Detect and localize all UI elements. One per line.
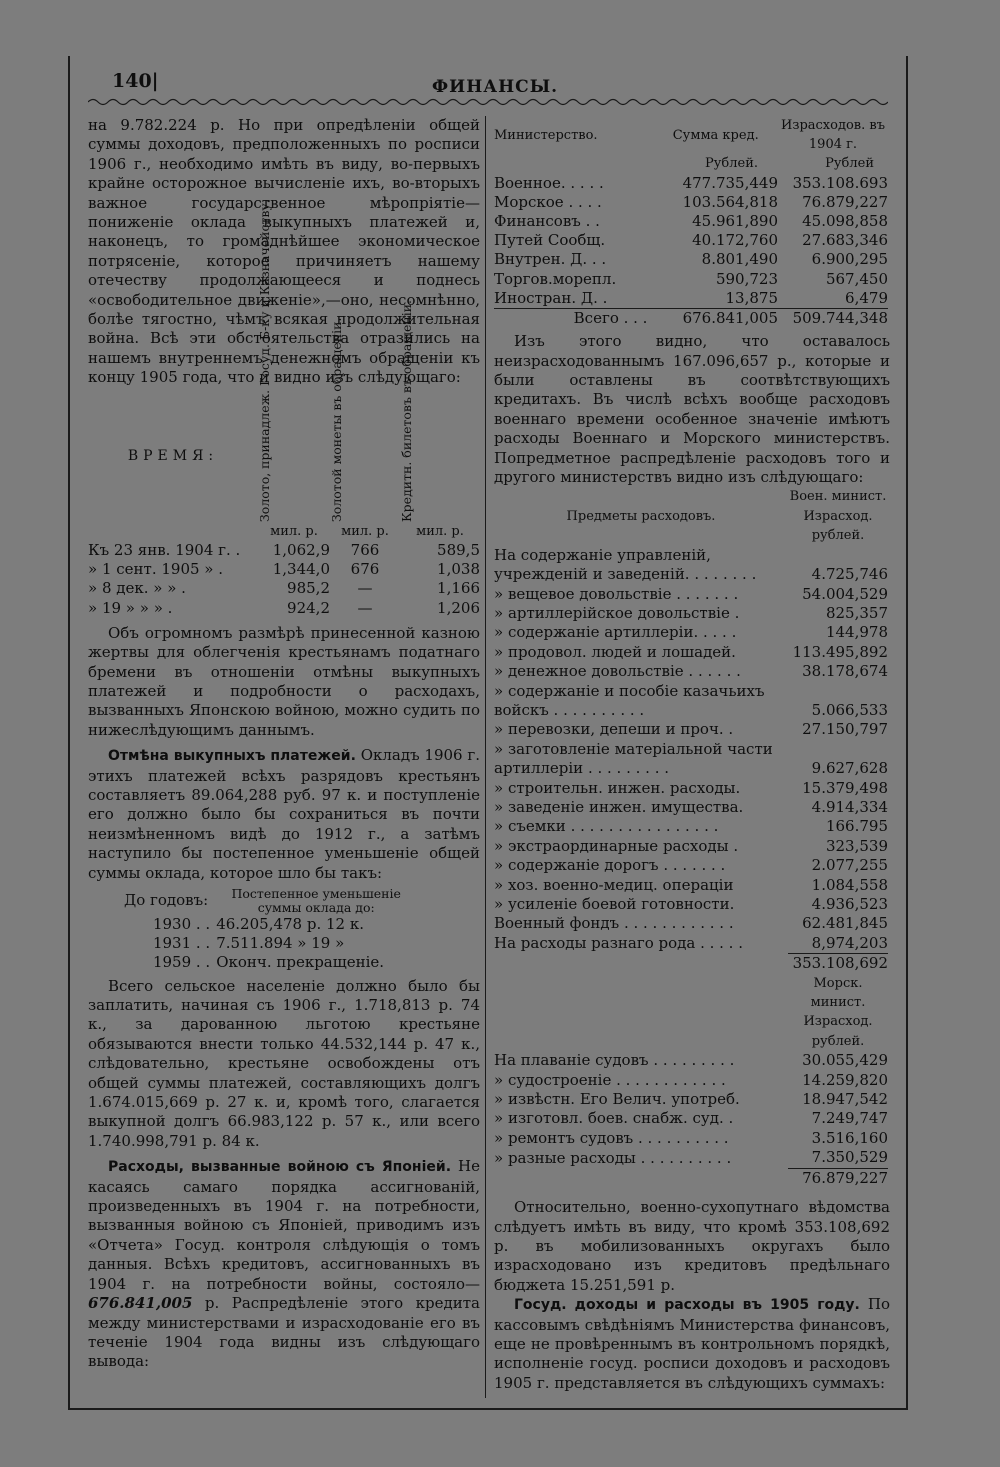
heading-war-expenses: Расходы, вызванные войною съ Японіей. [108, 1159, 452, 1176]
wavy-rule [88, 97, 888, 107]
column-divider [485, 116, 486, 1398]
table-row: Къ 23 янв. 1904 г. . 1,062,9 766 589,5 [88, 540, 480, 559]
gold-col-2-header: Золотой монеты въ обращеніи. [329, 317, 344, 522]
left-para-2: Объ огромномъ размѣрѣ принесенной казною жертвы для облегченія крестьянамъ податнаго бремени въ отношеніи отмѣны выкупныхъ платежей и подробности о расходахъ, вызванныхъ Японскою войною, можно судить по нижеслѣдующимъ даннымъ. [88, 623, 480, 739]
table-row: » заведеніе инжен. имущества. 4.914,334 [494, 797, 888, 816]
army-col-head: Воен. минист. Израсход. рублей. [789, 489, 887, 544]
table-row: » денежное довольствіе . . . . . . 38.178,674 [494, 662, 888, 681]
table-row: » изготовл. боев. снабж. суд. . 7.249,747 [494, 1109, 888, 1128]
table-row: » содержаніе и пособіе казачьихъ войскъ . . . . . . . . . . 5.066,533 [494, 681, 888, 719]
table-row: » артиллерійское довольствіе . 825,357 [494, 603, 888, 622]
reduction-col-amount: Постепенное уменьшеніе суммы оклада до: [231, 885, 401, 915]
time-label: ВРЕМЯ: [127, 448, 219, 465]
navy-total-row: 76.879,227 [494, 1168, 888, 1188]
col-spent: Израсходов. въ 1904 г. [781, 118, 885, 153]
table-row: » ремонтъ судовъ . . . . . . . . . . 3.516,160 [494, 1128, 888, 1147]
table-row: » извѣстн. Его Велич. употреб. 18.947,542 [494, 1090, 888, 1109]
table-row: » 1 сент. 1905 » . 1,344,0 676 1,038 [88, 560, 480, 579]
reduction-col-year: До годовъ: [124, 891, 209, 910]
reduction-table [124, 887, 416, 973]
table-row: Путей Сообщ. 40.172,760 27.683,346 [494, 231, 888, 250]
heading-redemption: Отмѣна выкупныхъ платежей. [108, 748, 356, 765]
table-row: Морское . . . . 103.564,818 76.879,227 [494, 192, 888, 211]
left-para-3: Отмѣна выкупныхъ платежей. Окладъ 1906 г. этихъ платежей всѣхъ разрядовъ крестьянъ составляетъ 89.064,288 руб. 97 к. и поступленіе его должно было бы сохраниться въ почти неизмѣненномъ видѣ до 1912 г., а затѣмъ наступило бы постепенное уменьшеніе общей суммы оклада, которое шло бы такъ: [88, 746, 480, 882]
total-row: Всего . . . 676.841,005 509.744,348 [494, 309, 888, 329]
table-row: » вещевое довольствіе . . . . . . . 54.004,529 [494, 584, 888, 603]
army-expenses-table [494, 487, 888, 1188]
table-row: » хоз. военно-медиц. операціи 1.084,558 [494, 875, 888, 894]
table-row: » заготовленіе матеріальной части артиллеріи . . . . . . . . . 9.627,628 [494, 739, 888, 778]
table-row: Военное. . . . . 477.735,449 353.108.693 [494, 173, 888, 192]
table-row: 1930 . . 46.205,478 р. 12 к. [152, 914, 364, 933]
table-row: » содержаніе дорогъ . . . . . . . 2.077,255 [494, 856, 888, 875]
table-row: » перевозки, депеши и проч. . 27.150,797 [494, 720, 888, 739]
right-para-3: Госуд. доходы и расходы въ 1905 году. По кассовымъ свѣдѣніямъ Министерства финансовъ, еще не провѣреннымъ въ контрольномъ порядкѣ, исполненіе госуд. росписи доходовъ и расходовъ 1905 г. представляется въ слѣдующихъ суммахъ: [494, 1295, 890, 1392]
table-row: Финансовъ . . 45.961,890 45.098,858 [494, 212, 888, 231]
left-column [88, 116, 480, 1372]
table-row: 1931 . . 7.511.894 » 19 » [152, 934, 345, 953]
right-column [494, 116, 890, 1393]
unit-2: мил. р. [341, 523, 389, 539]
unit-3: мил. р. [416, 523, 464, 539]
war-credit-amount: 676.841,005 [88, 1294, 193, 1313]
heading-1905: Госуд. доходы и расходы въ 1905 году. [514, 1297, 860, 1314]
left-para-5: Расходы, вызванные войною съ Японіей. Не касаясь самаго порядка ассигнованій, произведенныхъ въ 1904 г. на потребности, вызванныя войною съ Японіей, приводимъ изъ «Отчета» Госуд. контроля слѣдующія о томъ данныя. Всѣхъ кредитовъ, ассигнованныхъ въ 1904 г. на потребности войны, состояло—676.841,005 р. Распредѣленіе этого кредита между министерствами и израсходованіе его въ теченіе 1904 года видны изъ слѣдующаго вывода: [88, 1157, 480, 1371]
army-total-row: 353.108,692 [494, 954, 888, 974]
table-row: » усиленіе боевой готовности. 4.936,523 [494, 895, 888, 914]
table-row: Иностран. Д. . 13,875 6,479 [494, 288, 888, 307]
left-para-4: Всего сельское населеніе должно было бы заплатить, начиная съ 1906 г., 1.718,813 р. 74 к., за дарованною льготою крестьяне обязываются внести только 44.532,144 р. 47 к., слѣдовательно, крестьяне освобождены отъ общей суммы платежей, составляющихъ долгъ 1.674.015,669 р. 27 к. и, кромѣ того, слагается выкупной долгъ 66.983,122 р. 57 к., или всего 1.740.998,791 р. 84 к. [88, 976, 480, 1150]
table-row: На содержаніе управленій, учрежденій и заведеній. . . . . . . . 4.725,746 [494, 545, 888, 584]
table-row: 1959 . . Оконч. прекращеніе. [152, 953, 385, 972]
table-row: » 8 дек. » » . 985,2 — 1,166 [88, 579, 480, 598]
ministries-table [494, 116, 888, 328]
gold-col-3-header: Кредитн. билетовъ въ обращеніи. [399, 299, 414, 522]
unit-1: мил. р. [270, 523, 318, 539]
left-para-1: на 9.782.224 р. Но при опредѣленіи общей суммы доходовъ, предположенныхъ по росписи 1906 г., необходимо имѣть въ виду, во-первыхъ крайне осторожное вычисленіе ихъ, во-вторыхъ важное государственное мѣропріятіе—пониженіе оклада выкупныхъ платежей и, наконецъ, то громаднѣйшее экономическое потрясеніе, которое причиняетъ нашему отечеству продолжающееся и поднесь «освободительное движеніе»,—оно, несомнѣнно, болѣе тягостно, чѣмъ всякая продолжительная война. Всѣ эти обстоятельства отразились на нашемъ внутреннемъ денежномъ обращеніи къ концу 1905 года, что и видно изъ слѣдующаго: [88, 116, 480, 387]
table-row: Внутрен. Д. . . 8.801,490 6.900,295 [494, 250, 888, 269]
table-row: На расходы разнаго рода . . . . . 8,974,203 [494, 933, 888, 953]
table-row: На плаваніе судовъ . . . . . . . . . 30.055,429 [494, 1051, 888, 1070]
table-row: » содержаніе артиллеріи. . . . . 144,978 [494, 623, 888, 642]
page-number: 140| [112, 70, 159, 92]
gold-col-1-header: Золото, принадлеж. Госуд. Б-ку и Казначейству. [257, 198, 272, 522]
unit-spent: Рублей [825, 156, 874, 172]
table-row: » 19 » » » . 924,2 — 1,206 [88, 598, 480, 617]
table-row: Военный фондъ . . . . . . . . . . . . 62.481,845 [494, 914, 888, 933]
right-para-2: Относительно, военно-сухопутнаго вѣдомства слѣдуетъ имѣть въ виду, что кромѣ 353.108,692 р. въ мобилизованныхъ округахъ было израсходовано изъ кредитовъ предѣльнаго бюджета 15.251,591 р. [494, 1198, 890, 1294]
table-row: Торгов.морепл. 590,723 567,450 [494, 269, 888, 288]
table-row: » строительн. инжен. расходы. 15.379,498 [494, 778, 888, 797]
col-credit: Сумма кред. [672, 127, 759, 143]
table-row: » судостроеніе . . . . . . . . . . . . 14.259,820 [494, 1070, 888, 1089]
col-ministry: Министерство. [494, 127, 598, 143]
right-para-1: Изъ этого видно, что оставалось неизрасходованнымъ 167.096,657 р., которые и были оставлены въ соотвѣтствующихъ кредитахъ. Въ числѣ всѣхъ вообще расходовъ военнаго времени особенное значеніе имѣютъ расходы Военнаго и Морского министерствъ. Попредметное распредѣленіе расходовъ того и другого министерствъ видно изъ слѣдующаго: [494, 332, 890, 487]
table-row: » съемки . . . . . . . . . . . . . . . . 166.795 [494, 817, 888, 836]
col-items: Предметы расходовъ. [566, 508, 716, 524]
table-row: » экстраординарные расходы . 323,539 [494, 836, 888, 855]
navy-col-head: Морск. минист. Израсход. рублей. [803, 975, 873, 1049]
table-row: » продовол. людей и лошадей. 113.495,892 [494, 642, 888, 661]
running-title: ФИНАНСЫ. [432, 77, 559, 97]
table-row: » разные расходы . . . . . . . . . . 7.350,529 [494, 1148, 888, 1167]
unit-credit: Рублей. [705, 156, 758, 172]
